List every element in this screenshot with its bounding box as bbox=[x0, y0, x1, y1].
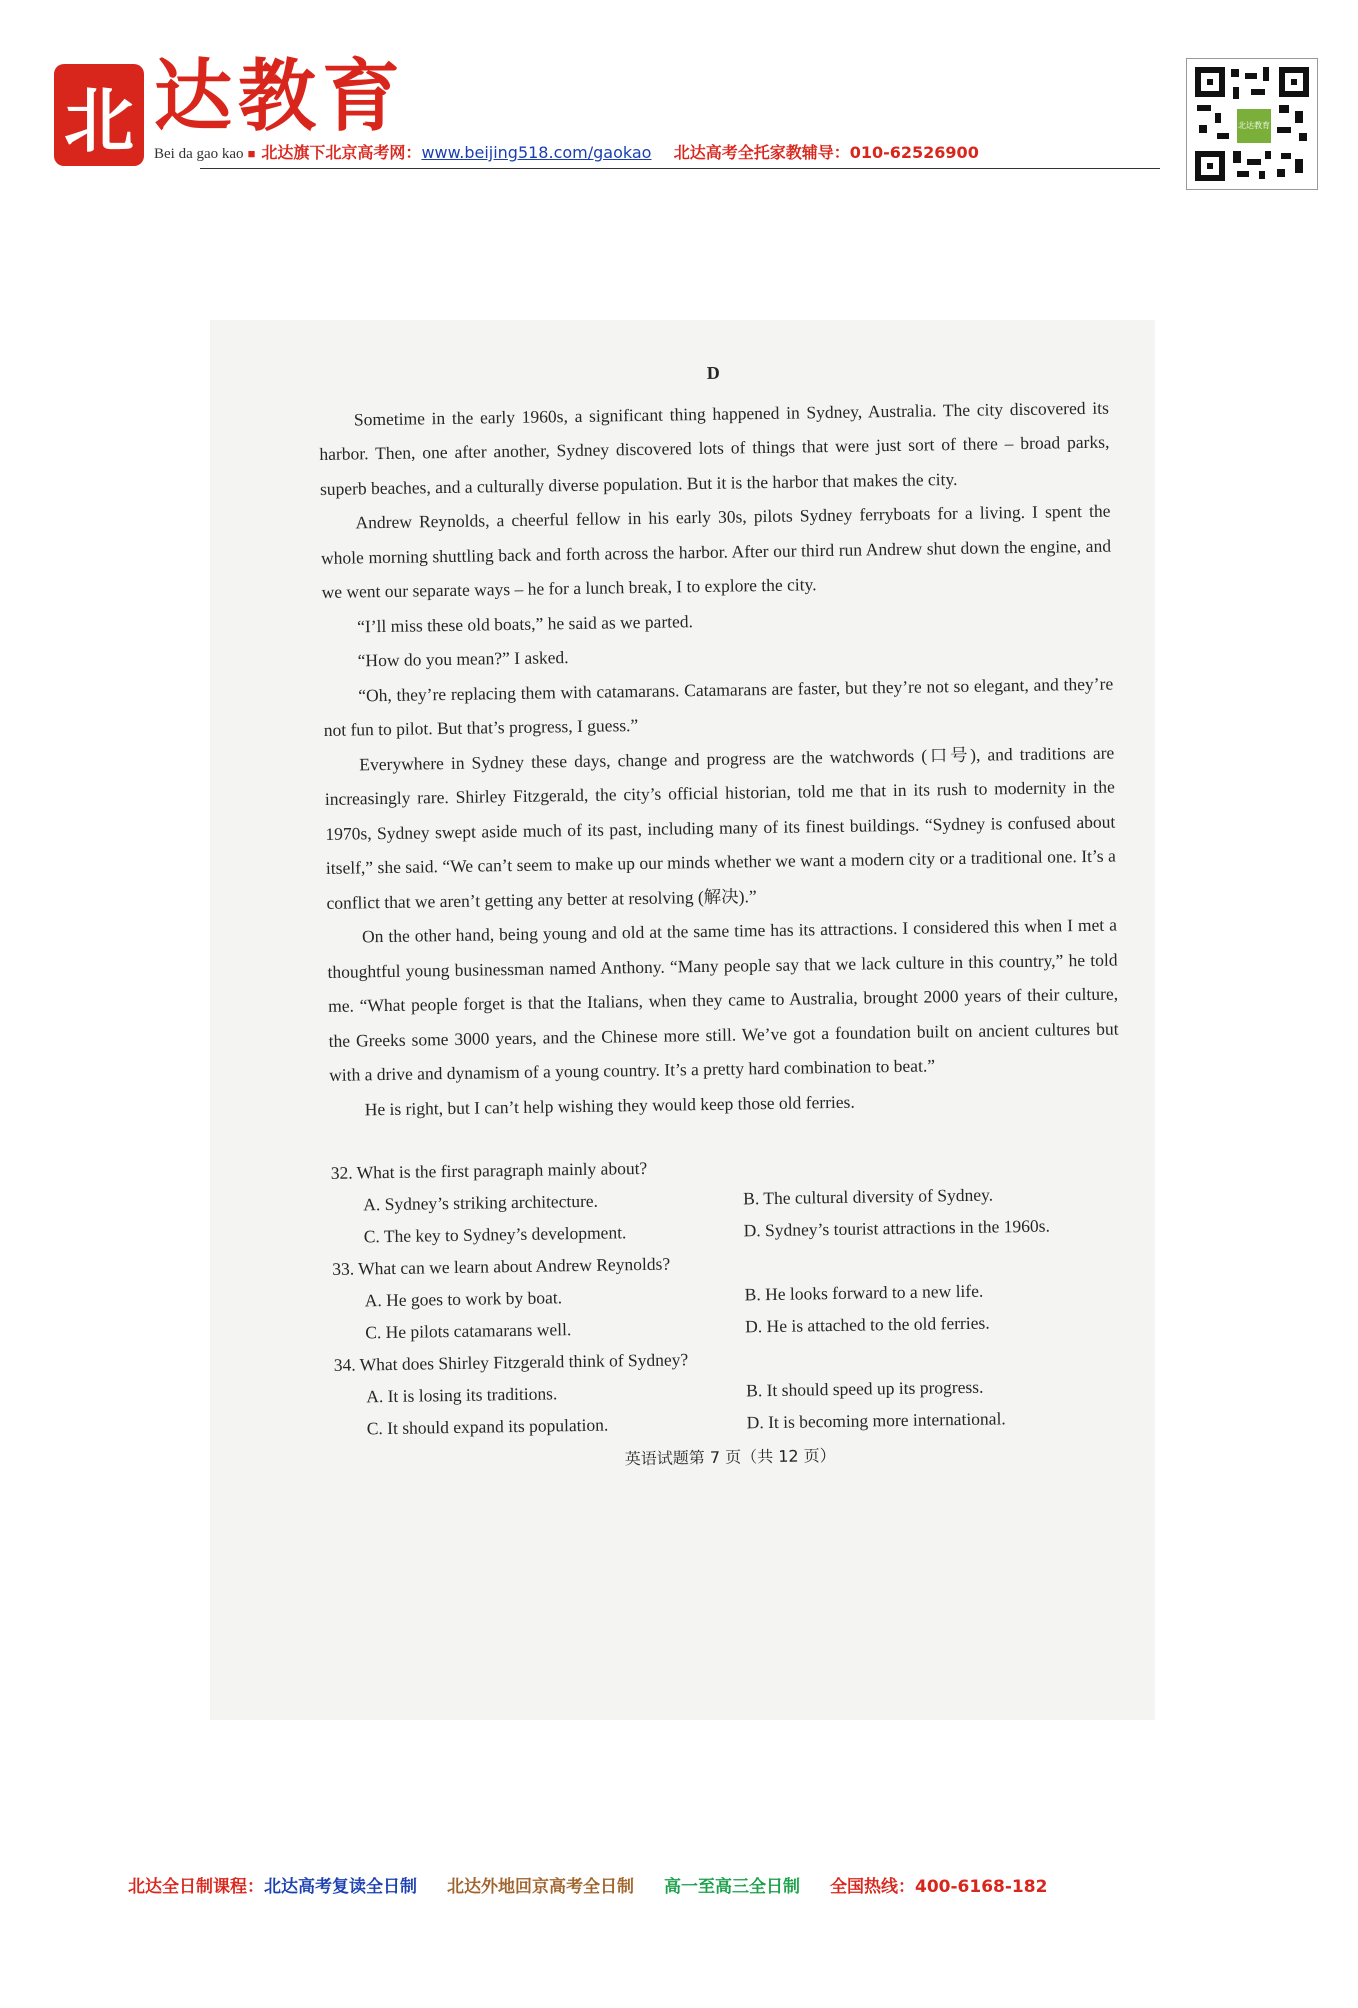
option-c: C. The key to Sydney’s development. bbox=[363, 1222, 627, 1247]
question-34 bbox=[334, 1336, 1125, 1444]
passage-paragraph: On the other hand, being young and old at the same time has its attractions. I considered this when I met a thoughtful young businessman named Anthony. “Many people say that we lack culture in this country,” he told me. “What people forget is that the Italians, when they came to Australia, brought 2000 years of their culture, the Greeks some 3000 years, and the Chinese more still. We’ve got a foundation built on ancient cultures but with a drive and dynamism of a young country. It’s a pretty hard combination to beat.” bbox=[327, 914, 1119, 1085]
passage-paragraph: “How do you mean?” I asked. bbox=[357, 647, 569, 671]
option-b: B. He looks forward to a new life. bbox=[744, 1280, 984, 1305]
option-b: B. The cultural diversity of Sydney. bbox=[743, 1184, 994, 1209]
question-stem: 33. What can we learn about Andrew Reynolds? bbox=[332, 1253, 671, 1279]
option-grid bbox=[334, 1368, 1125, 1444]
footer-hotline: 全国热线：400-6168-182 bbox=[830, 1877, 1048, 1897]
footer-course-highschool[interactable]: 高一至高三全日制 bbox=[664, 1877, 800, 1897]
option-a: A. It is losing its traditions. bbox=[366, 1383, 558, 1407]
brand-name: 达教育 bbox=[154, 51, 407, 142]
passage-paragraph: Andrew Reynolds, a cheerful fellow in his early 30s, pilots Sydney ferryboats for a living. I spent the whole morning shuttling back and forth across the harbor. After our third run Andrew shut down the engine, and we went our separate ways – he for a lunch break, I to explore the city. bbox=[320, 500, 1112, 602]
question-stem: 32. What is the first paragraph mainly about? bbox=[330, 1157, 648, 1183]
header-info-line bbox=[154, 140, 1164, 163]
footer-bar bbox=[128, 1872, 1077, 1897]
passage-paragraph: “I’ll miss these old boats,” he said as we parted. bbox=[356, 610, 694, 636]
section-title: D bbox=[706, 362, 720, 383]
qr-code-icon bbox=[1186, 58, 1318, 190]
passage-paragraph: He is right, but I can’t help wishing they would keep those old ferries. bbox=[364, 1091, 855, 1119]
option-a: A. Sydney’s striking architecture. bbox=[363, 1190, 599, 1215]
option-b: B. It should speed up its progress. bbox=[746, 1376, 984, 1401]
site-link[interactable]: www.beijing518.com/gaokao bbox=[421, 143, 652, 162]
logo-char: 北 bbox=[64, 78, 134, 162]
question-list bbox=[330, 1144, 1124, 1444]
exam-content bbox=[318, 350, 1125, 1482]
footer-course-repeat[interactable]: 北达高考复读全日制 bbox=[264, 1877, 417, 1897]
option-a: A. He goes to work by boat. bbox=[364, 1287, 563, 1311]
option-grid bbox=[331, 1176, 1122, 1252]
passage-paragraph: Everywhere in Sydney these days, change and progress are the watchwords (口号), and traditions are increasingly rare. Shirley Fitzgerald, the city’s official historian, told me that in its rush to modernity in the 1970s, Sydney swept aside much of its past, including many of its finest buildings. “Sydney is confused about itself,” she said. “We can’t seem to make up our minds whether we want a modern city or a traditional one. It’s a conflict that we aren’t getting any better at resolving (解决).” bbox=[324, 742, 1117, 913]
option-d: D. He is attached to the old ferries. bbox=[745, 1312, 990, 1337]
brand-pinyin: Bei da gao kao bbox=[154, 146, 244, 162]
brand-logo bbox=[54, 64, 144, 166]
option-c: C. It should expand its population. bbox=[366, 1414, 609, 1439]
option-grid bbox=[332, 1272, 1123, 1348]
header-divider bbox=[200, 168, 1160, 169]
tutoring-hotline: 北达高考全托家教辅导：010-62526900 bbox=[673, 143, 979, 162]
qr-finder bbox=[1279, 67, 1309, 97]
passage-paragraph: “Oh, they’re replacing them with catamarans. Catamarans are faster, but they’re not so elegant, and they’re not fun to pilot. But that’s progress, I guess.” bbox=[323, 673, 1114, 740]
qr-finder bbox=[1195, 67, 1225, 97]
question-32 bbox=[330, 1144, 1121, 1252]
option-d: D. It is becoming more international. bbox=[746, 1408, 1006, 1433]
option-d: D. Sydney’s tourist attractions in the 1960s. bbox=[743, 1215, 1051, 1241]
footer-course-return[interactable]: 北达外地回京高考全日制 bbox=[447, 1877, 634, 1897]
site-tagline: 北达旗下北京高考网： bbox=[261, 143, 422, 162]
option-c: C. He pilots catamarans well. bbox=[365, 1319, 572, 1343]
exam-page-number: 英语试题第 7 页（共 12 页） bbox=[624, 1446, 836, 1469]
qr-center-logo: 北达教育 bbox=[1235, 107, 1273, 145]
footer-courses-label: 北达全日制课程： bbox=[128, 1877, 264, 1897]
passage-paragraph: Sometime in the early 1960s, a significant thing happened in Sydney, Australia. The city discovered its harbor. Then, one after another, Sydney discovered lots of things that were just sort of there – broad parks, superb beaches, and a culturally diverse population. But it is the harbor that makes the city. bbox=[319, 397, 1110, 499]
question-33 bbox=[332, 1240, 1123, 1348]
square-bullet-icon: ■ bbox=[247, 146, 256, 161]
qr-finder bbox=[1195, 151, 1225, 181]
question-stem: 34. What does Shirley Fitzgerald think of Sydney? bbox=[333, 1349, 689, 1375]
